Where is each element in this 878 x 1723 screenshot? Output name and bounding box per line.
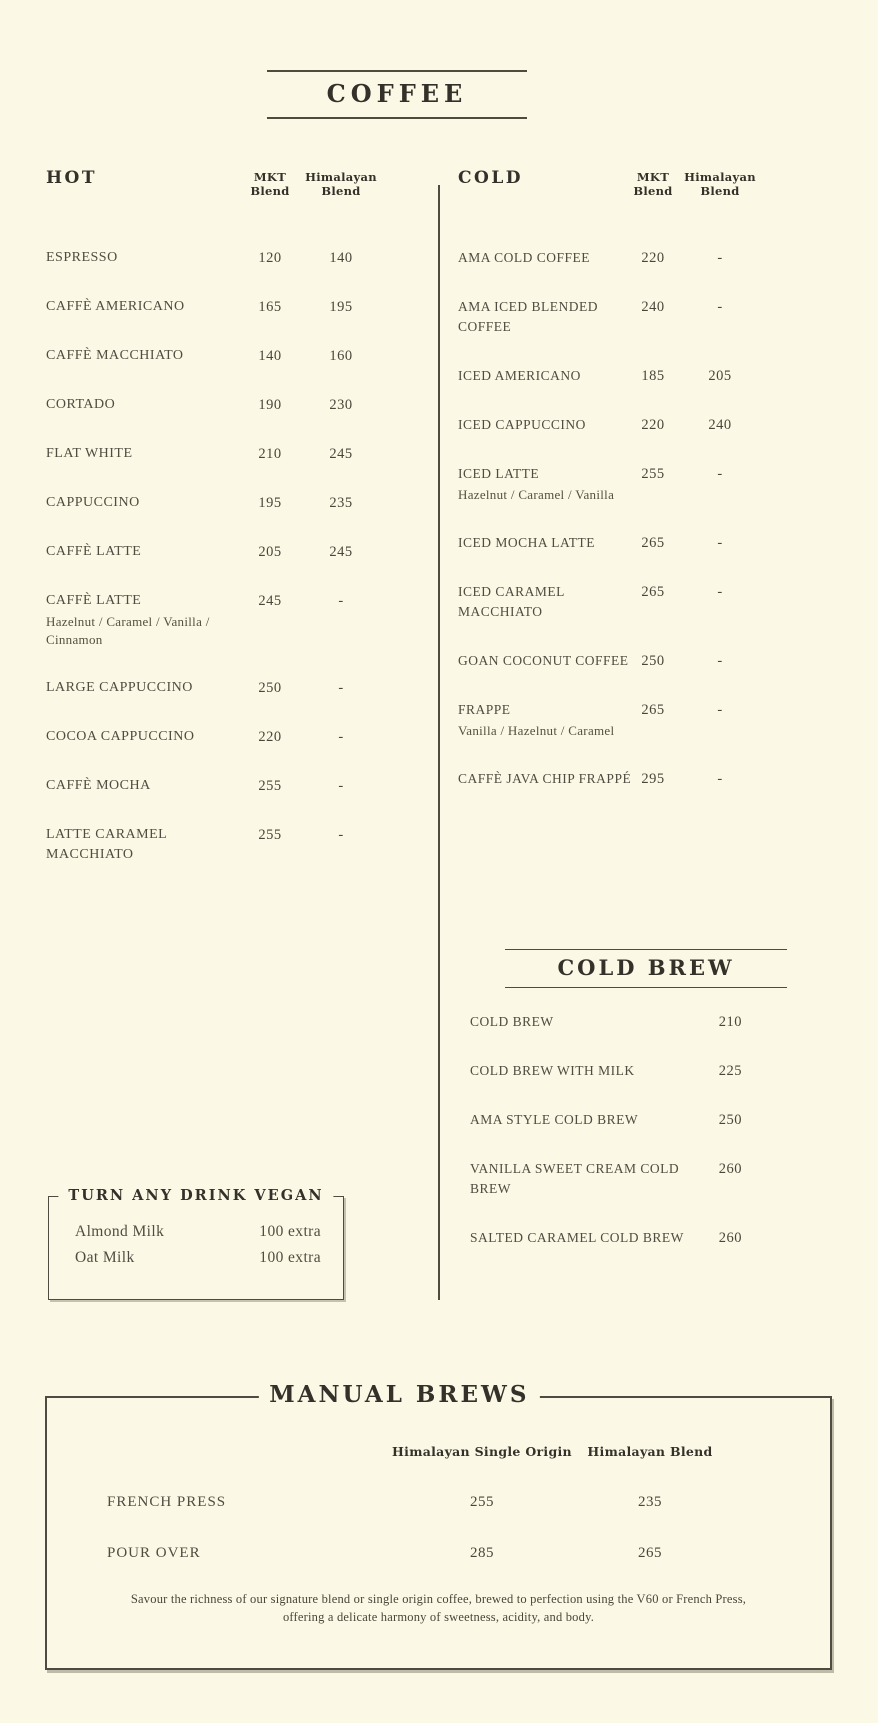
- item-price-himalayan: 240: [708, 417, 732, 433]
- section-cold: [458, 168, 770, 818]
- vegan-options-box: [48, 1187, 344, 1300]
- menu-item-row: [46, 727, 377, 747]
- item-name: CAFFÈ JAVA CHIP FRAPPÉ: [458, 771, 632, 786]
- menu-item-row: [458, 366, 770, 386]
- item-name: CAFFÈ AMERICANO: [46, 299, 185, 314]
- item-name: CAFFÈ LATTE: [46, 593, 142, 608]
- item-name: ICED MOCHA LATTE: [458, 535, 595, 550]
- item-price-mkt: 295: [641, 771, 665, 787]
- item-price-himalayan: -: [717, 771, 723, 787]
- menu-item-row: [47, 1543, 830, 1563]
- column-header-himalayan-single-origin: Himalayan Single Origin: [392, 1444, 572, 1459]
- item-name: AMA ICED BLENDED COFFEE: [458, 299, 598, 334]
- item-name: ICED AMERICANO: [458, 368, 581, 383]
- item-price-mkt: 220: [641, 250, 665, 266]
- menu-item-row: [458, 248, 770, 268]
- section-hot: [46, 168, 377, 894]
- item-name: SALTED CARAMEL COLD BREW: [470, 1230, 684, 1245]
- item-price-himalayan: -: [717, 535, 723, 551]
- item-price-mkt: 265: [641, 535, 665, 551]
- cold-header: [458, 168, 770, 202]
- item-price-himalayan: -: [338, 729, 344, 745]
- item-price-mkt: 205: [258, 544, 282, 560]
- menu-item-row: [46, 395, 377, 415]
- item-name: COCOA CAPPUCCINO: [46, 729, 195, 744]
- item-price-himalayan: -: [717, 466, 723, 482]
- item-name: CAFFÈ MOCHA: [46, 778, 151, 793]
- item-price-himalayan: -: [717, 584, 723, 600]
- item-price-himalayan: 230: [329, 397, 353, 413]
- page-title-block: [267, 70, 527, 119]
- menu-item-row: [470, 1012, 742, 1032]
- item-price-mkt: 165: [258, 299, 282, 315]
- item-price: 250: [718, 1112, 742, 1128]
- item-price-mkt: 250: [641, 653, 665, 669]
- menu-item-row: [458, 297, 770, 337]
- item-name: ESPRESSO: [46, 250, 118, 265]
- menu-item-row: [46, 542, 377, 562]
- menu-item-row: [470, 1228, 742, 1248]
- item-price: 260: [718, 1161, 742, 1177]
- vegan-box-title: TURN ANY DRINK VEGAN: [58, 1187, 333, 1204]
- menu-item-row: [458, 700, 770, 740]
- item-price-himalayan: -: [717, 653, 723, 669]
- item-price-himalayan: 245: [329, 446, 353, 462]
- item-price-himalayan: -: [338, 593, 344, 609]
- hot-header: [46, 168, 377, 202]
- menu-item-row: [458, 651, 770, 671]
- menu-item-row: [46, 248, 377, 268]
- item-price-himalayan: -: [338, 827, 344, 843]
- item-price-mkt: 220: [641, 417, 665, 433]
- item-name: CORTADO: [46, 397, 116, 412]
- menu-item-row: [46, 297, 377, 317]
- menu-item-row: [458, 533, 770, 553]
- item-name: CAFFÈ MACCHIATO: [46, 348, 184, 363]
- item-name: AMA STYLE COLD BREW: [470, 1112, 639, 1127]
- item-price-mkt: 250: [258, 680, 282, 696]
- menu-item-row: [46, 825, 377, 865]
- item-price-himalayan: -: [717, 250, 723, 266]
- item-price-mkt: 255: [641, 466, 665, 482]
- item-name: FRENCH PRESS: [107, 1494, 227, 1510]
- cold-heading: COLD: [458, 168, 524, 188]
- item-price-himalayan: 160: [329, 348, 353, 364]
- menu-item-row: [470, 1110, 742, 1130]
- item-name: GOAN COCONUT COFFEE: [458, 653, 629, 668]
- column-header-himalayan-blend: Himalayan Blend: [587, 1444, 713, 1459]
- manual-brews-note: Savour the richness of our signature blend or single origin coffee, brewed to perfection using the V60 or French Press, offering a delicate harmony of sweetness, acidity, and body.: [130, 1592, 747, 1624]
- item-name: LATTE CARAMEL MACCHIATO: [46, 827, 167, 862]
- item-name: COLD BREW: [470, 1014, 554, 1029]
- menu-item-row: [458, 582, 770, 622]
- item-price-single-origin: 285: [470, 1545, 494, 1561]
- menu-item-row: [470, 1061, 742, 1081]
- vegan-items: [49, 1197, 343, 1268]
- hot-heading: HOT: [46, 168, 98, 188]
- vegan-item-price: 100 extra: [259, 1223, 321, 1240]
- manual-brews-title: MANUAL BREWS: [259, 1381, 539, 1408]
- item-price: 210: [718, 1014, 742, 1030]
- column-divider: [438, 185, 440, 1300]
- column-header-himalayan-blend: Himalayan Blend: [305, 170, 377, 198]
- section-cold-brew: [470, 1012, 742, 1277]
- menu-item-row: [46, 493, 377, 513]
- vegan-item-row: [75, 1222, 321, 1242]
- item-price-mkt: 245: [258, 593, 282, 609]
- menu-item-row: [46, 444, 377, 464]
- menu-item-row: [46, 678, 377, 698]
- item-price-mkt: 210: [258, 446, 282, 462]
- item-name: ICED LATTE: [458, 466, 540, 481]
- item-price-blend: 265: [638, 1545, 662, 1561]
- manual-brews-column-headers: [47, 1444, 830, 1459]
- item-price-single-origin: 255: [470, 1494, 494, 1510]
- menu-item-row: [46, 346, 377, 366]
- item-price-mkt: 255: [258, 778, 282, 794]
- column-header-mkt-blend: MKT Blend: [633, 170, 673, 198]
- vegan-item-price: 100 extra: [259, 1249, 321, 1266]
- item-price-himalayan: 140: [329, 250, 353, 266]
- item-price-mkt: 255: [258, 827, 282, 843]
- item-price-mkt: 140: [258, 348, 282, 364]
- item-flavours: Vanilla / Hazelnut / Caramel: [458, 723, 615, 738]
- item-name: FRAPPE: [458, 702, 511, 717]
- item-price-himalayan: -: [338, 680, 344, 696]
- item-price-himalayan: -: [338, 778, 344, 794]
- item-name: AMA COLD COFFEE: [458, 250, 591, 265]
- manual-brews-box: [45, 1381, 832, 1670]
- menu-item-row: [47, 1492, 830, 1512]
- item-price-mkt: 120: [258, 250, 282, 266]
- item-name: VANILLA SWEET CREAM COLD BREW: [470, 1161, 680, 1196]
- item-price-mkt: 190: [258, 397, 282, 413]
- item-price-blend: 235: [638, 1494, 662, 1510]
- cold-brew-title-block: [505, 949, 787, 988]
- menu-item-row: [458, 464, 770, 504]
- item-price-mkt: 265: [641, 584, 665, 600]
- menu-item-row: [46, 776, 377, 796]
- item-price-mkt: 195: [258, 495, 282, 511]
- item-flavours: Hazelnut / Caramel / Vanilla: [458, 487, 615, 502]
- item-price-mkt: 185: [641, 368, 665, 384]
- menu-item-row: [458, 769, 770, 789]
- item-name: CAPPUCCINO: [46, 495, 140, 510]
- vegan-item-name: Almond Milk: [75, 1223, 165, 1240]
- item-price: 225: [718, 1063, 742, 1079]
- item-name: LARGE CAPPUCCINO: [46, 680, 193, 695]
- menu-item-row: [470, 1159, 742, 1199]
- item-name: FLAT WHITE: [46, 446, 133, 461]
- item-price-mkt: 240: [641, 299, 665, 315]
- cold-brew-title: COLD BREW: [557, 955, 735, 980]
- column-header-mkt-blend: MKT Blend: [250, 170, 290, 198]
- vegan-item-name: Oat Milk: [75, 1249, 135, 1266]
- item-price-himalayan: 195: [329, 299, 353, 315]
- menu-item-row: [46, 591, 377, 649]
- vegan-item-row: [75, 1248, 321, 1268]
- item-price-himalayan: 235: [329, 495, 353, 511]
- menu-item-row: [458, 415, 770, 435]
- item-name: ICED CAPPUCCINO: [458, 417, 586, 432]
- item-price-himalayan: 245: [329, 544, 353, 560]
- item-price-mkt: 265: [641, 702, 665, 718]
- item-name: POUR OVER: [107, 1545, 201, 1561]
- item-name: CAFFÈ LATTE: [46, 544, 142, 559]
- item-price-himalayan: 205: [708, 368, 732, 384]
- item-name: ICED CARAMEL MACCHIATO: [458, 584, 565, 619]
- item-price-himalayan: -: [717, 299, 723, 315]
- item-price-himalayan: -: [717, 702, 723, 718]
- column-header-himalayan-blend: Himalayan Blend: [684, 170, 756, 198]
- item-price-mkt: 220: [258, 729, 282, 745]
- item-flavours: Hazelnut / Caramel / Vanilla / Cinnamon: [46, 614, 210, 647]
- item-name: COLD BREW WITH MILK: [470, 1063, 635, 1078]
- item-price: 260: [718, 1230, 742, 1246]
- page-title: COFFEE: [326, 79, 468, 108]
